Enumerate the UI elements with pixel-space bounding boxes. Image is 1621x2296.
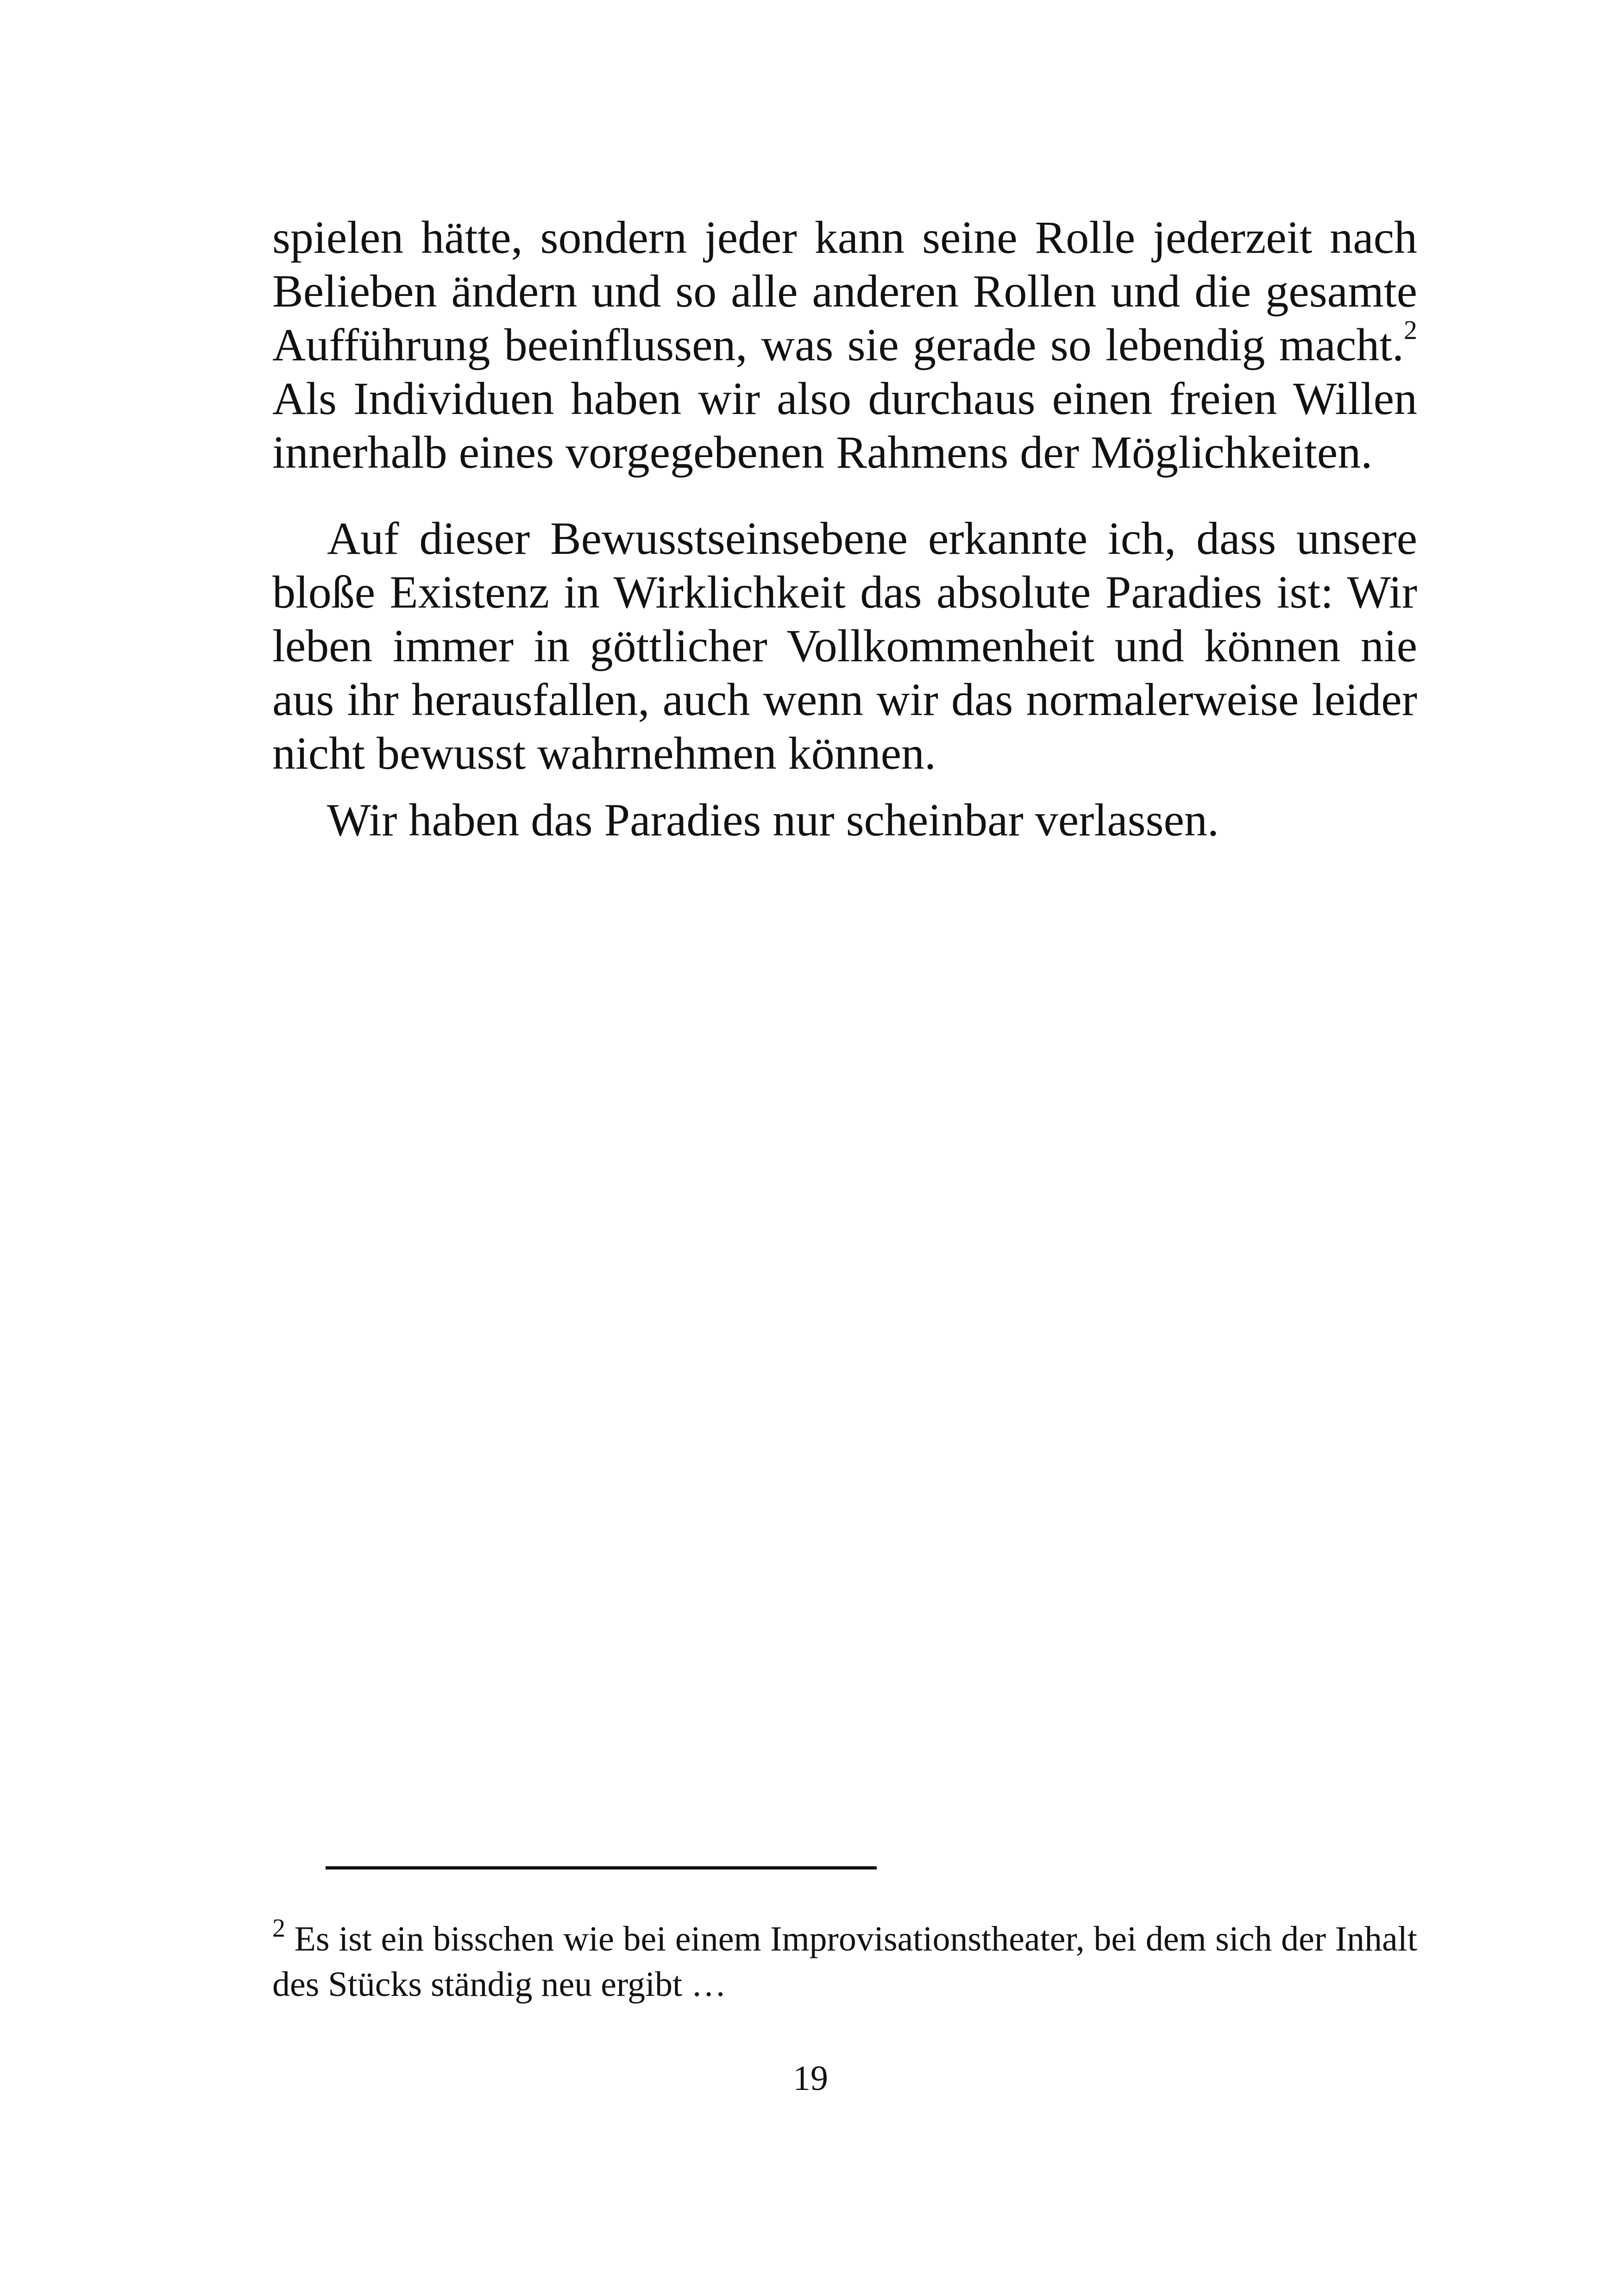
paragraph-3: Wir haben das Paradies nur scheinbar verlassen. — [327, 794, 1219, 846]
paragraph-2: Auf dieser Bewusstseinsebene erkannte ich, dass unsere bloße Existenz in Wirklichkeit das absolute Paradies ist: Wir leben immer in göttlicher Vollkommenheit und können nie aus ihr herausfallen, auch wenn wir das normalerweise leider nicht bewusst wahrnehmen können. — [272, 513, 1417, 779]
paragraph-1-text: spielen hätte, sondern jeder kann seine Rolle jederzeit nach Belieben ändern und so alle anderen Rollen und die gesamte Aufführung beeinflussen, was sie gerade so lebendig macht. — [272, 212, 1417, 370]
page-number: 19 — [793, 2059, 828, 2098]
paragraph-1-continuation: Als Individuen haben wir also durchaus einen freien Willen innerhalb eines vorgegebenen Rahmens der Möglichkeiten. — [272, 373, 1417, 478]
footnote — [272, 1916, 1417, 2007]
footnote-divider — [326, 1866, 877, 1869]
footnote-text: Es ist ein bisschen wie bei einem Improvisationstheater, bei dem sich der Inhalt des Stücks ständig neu ergibt … — [272, 1920, 1417, 2004]
body-text — [272, 211, 1417, 847]
paragraph-1 — [272, 211, 1417, 479]
footnote-reference[interactable]: 2 — [1404, 315, 1417, 345]
footnote-number: 2 — [272, 1914, 285, 1943]
